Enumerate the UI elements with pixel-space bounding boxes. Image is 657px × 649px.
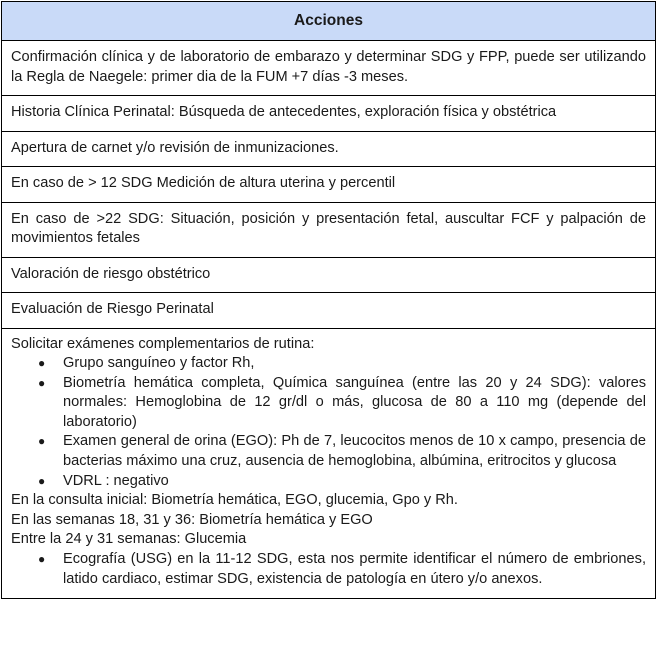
table-row [2, 328, 656, 599]
table-row [2, 202, 656, 257]
table-row [2, 257, 656, 293]
row-historia-clinica: Historia Clínica Perinatal: Búsqueda de antecedentes, exploración física y obstétrica [2, 96, 656, 132]
row-carnet: Apertura de carnet y/o revisión de inmunizaciones. [2, 131, 656, 167]
table-row [2, 131, 656, 167]
row-riesgo-perinatal: Evaluación de Riesgo Perinatal [2, 293, 656, 329]
table-row [2, 96, 656, 132]
list-item: ● Examen general de orina (EGO): Ph de 7, leucocitos menos de 10 x campo, presencia de bacterias máximo una cruz, ausencia de hemoglobina, albúmina, eritrocitos y glucosa [11, 432, 646, 471]
table-header-row [2, 2, 656, 41]
list-item: ● VDRL : negativo [11, 472, 646, 492]
ultrasound-bullet-list [11, 550, 646, 589]
actions-table [1, 1, 656, 599]
labs-line-semanas: En las semanas 18, 31 y 36: Biometría hemática y EGO [11, 511, 373, 528]
list-item: ● Biometría hemática completa, Química sanguínea (entre las 20 y 24 SDG): valores normales: Hemoglobina de 12 gr/dl o más, glucosa de 80 a 110 mg (depende del laboratorio) [11, 374, 646, 433]
table-row [2, 293, 656, 329]
column-header-acciones: Acciones [2, 2, 656, 41]
table-row [2, 167, 656, 203]
labs-intro: Solicitar exámenes complementarios de rutina: [11, 335, 315, 352]
labs-bullet-list [11, 354, 646, 491]
list-item: ● Grupo sanguíneo y factor Rh, [11, 354, 646, 374]
row-altura-uterina: En caso de > 12 SDG Medición de altura uterina y percentil [2, 167, 656, 203]
row-confirmacion: Confirmación clínica y de laboratorio de embarazo y determinar SDG y FPP, puede ser utilizando la Regla de Naegele: primer dia de la FUM +7 días -3 meses. [2, 41, 656, 96]
row-situacion-fetal: En caso de >22 SDG: Situación, posición y presentación fetal, auscultar FCF y palpación de movimientos fetales [2, 202, 656, 257]
labs-line-glucemia: Entre la 24 y 31 semanas: Glucemia [11, 531, 247, 548]
row-examenes-complementarios [2, 328, 656, 599]
labs-line-consulta-inicial: En la consulta inicial: Biometría hemática, EGO, glucemia, Gpo y Rh. [11, 492, 458, 509]
table-row [2, 41, 656, 96]
list-item: ● Ecografía (USG) en la 11-12 SDG, esta nos permite identificar el número de embriones, latido cardiaco, estimar SDG, existencia de patología en útero y/o anexos. [11, 550, 646, 589]
row-riesgo-obstetrico: Valoración de riesgo obstétrico [2, 257, 656, 293]
